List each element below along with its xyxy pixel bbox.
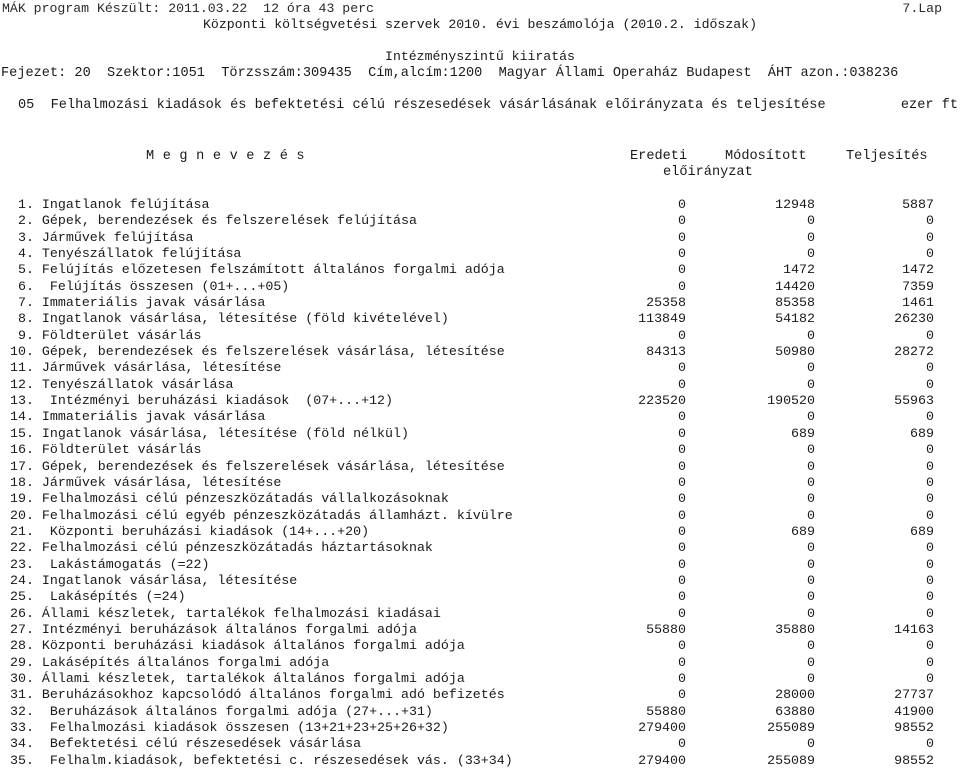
row-actual: 0: [926, 246, 934, 262]
row-actual: 0: [926, 229, 934, 245]
row-actual: 0: [926, 442, 934, 458]
row-original: 279400: [638, 720, 686, 735]
row-actual: 689: [910, 425, 934, 441]
row-actual: 0: [926, 507, 934, 523]
row-modified: 28000: [775, 687, 815, 703]
row-original: 0: [678, 197, 686, 212]
row-modified: 689: [791, 523, 815, 539]
row-actual: 0: [926, 638, 934, 654]
table-row: [0, 606, 960, 622]
row-original: 0: [678, 442, 686, 458]
row-original: 0: [678, 327, 686, 343]
row-actual: 0: [926, 360, 934, 376]
table-row: [0, 622, 960, 638]
row-original: 0: [678, 589, 686, 605]
row-actual: 26230: [894, 311, 934, 327]
table-row: [0, 459, 960, 475]
row-name: 35. Felhalm.kiadások, befektetési c. részesedések vás. (33+34): [10, 752, 513, 768]
row-original: 113849: [638, 311, 686, 327]
row-original: 0: [678, 376, 686, 392]
row-name: 8. Ingatlanok vásárlása, létesítése (föld kivételével): [10, 311, 449, 327]
table-row: [0, 475, 960, 491]
row-modified: 0: [807, 556, 815, 572]
row-name: 34. Befektetési célú részesedések vásárlása: [10, 736, 362, 752]
row-modified: 0: [807, 507, 815, 523]
table-row: [0, 360, 960, 376]
table-row: [0, 720, 960, 736]
row-modified: 689: [791, 425, 815, 441]
row-actual: 0: [926, 589, 934, 605]
row-name: 20. Felhalmozási célú egyéb pénzeszközátadás államházt. kívülre: [10, 507, 513, 523]
row-modified: 50980: [775, 344, 815, 360]
row-modified: 0: [807, 229, 815, 245]
table-row: [0, 213, 960, 229]
row-name: 17. Gépek, berendezések és felszerelések vásárlása, létesítése: [10, 458, 505, 474]
row-name: 3. Járművek felújítása: [10, 229, 194, 245]
section-title: 05 Felhalmozási kiadások és befektetési célú részesedések vásárlásának előirányzata és teljesítése: [18, 98, 826, 113]
row-actual: 1472: [902, 262, 934, 278]
row-name: 33. Felhalmozási kiadások összesen (13+21+23+25+26+32): [10, 720, 449, 735]
table-row: [0, 671, 960, 687]
row-actual: 0: [926, 213, 934, 229]
row-modified: 12948: [775, 197, 815, 212]
table-row: [0, 736, 960, 752]
row-original: 25358: [646, 295, 686, 311]
row-name: 4. Tenyészállatok felújítása: [10, 246, 242, 262]
row-name: 2. Gépek, berendezések és felszerelések felújítása: [10, 213, 417, 229]
report-kind: Intézményszintű kiiratás: [385, 49, 575, 64]
row-actual: 0: [926, 605, 934, 621]
row-original: 0: [678, 458, 686, 474]
row-modified: 85358: [775, 295, 815, 311]
row-actual: 0: [926, 491, 934, 507]
row-name: 27. Intézményi beruházások általános forgalmi adója: [10, 621, 417, 637]
table-row: [0, 704, 960, 720]
row-actual: 5887: [902, 197, 934, 212]
row-original: 0: [678, 540, 686, 556]
row-modified: 0: [807, 458, 815, 474]
row-modified: 255089: [767, 752, 815, 768]
row-name: 6. Felújítás összesen (01+...+05): [10, 278, 290, 294]
row-actual: 98552: [894, 752, 934, 768]
row-name: 15. Ingatlanok vásárlása, létesítése (föld nélkül): [10, 425, 409, 441]
institution-line: Fejezet: 20 Szektor:1051 Törzsszám:309435 Cím,alcím:1200 Magyar Állami Operaház Budapest ÁHT azon.:038236: [1, 66, 899, 81]
row-original: 0: [678, 638, 686, 654]
row-original: 0: [678, 360, 686, 376]
row-actual: 0: [926, 670, 934, 686]
row-actual: 41900: [894, 703, 934, 719]
row-modified: 0: [807, 654, 815, 670]
row-original: 0: [678, 654, 686, 670]
table-row: [0, 377, 960, 393]
data-table: [0, 197, 960, 769]
row-original: 0: [678, 474, 686, 490]
table-row: [0, 197, 960, 213]
row-original: 279400: [638, 752, 686, 768]
table-row: [0, 687, 960, 703]
row-name: 9. Földterület vásárlás: [10, 327, 202, 343]
row-modified: 1472: [783, 262, 815, 278]
row-actual: 0: [926, 409, 934, 425]
page-number: 7.Lap: [902, 1, 942, 16]
table-row: [0, 409, 960, 425]
row-name: 25. Lakásépítés (=24): [10, 589, 186, 605]
row-modified: 190520: [767, 393, 815, 409]
row-modified: 0: [807, 540, 815, 556]
row-name: 19. Felhalmozási célú pénzeszközátadás vállalkozásoknak: [10, 491, 449, 507]
row-actual: 28272: [894, 344, 934, 360]
row-actual: 27737: [894, 687, 934, 703]
table-row: [0, 540, 960, 556]
row-modified: 0: [807, 246, 815, 262]
table-row: [0, 655, 960, 671]
row-name: 11. Járművek vásárlása, létesítése: [10, 360, 282, 376]
row-original: 0: [678, 425, 686, 441]
table-row: [0, 262, 960, 278]
row-name: 21. Központi beruházási kiadások (14+...+20): [10, 523, 370, 539]
row-name: 10. Gépek, berendezések és felszerelések vásárlása, létesítése: [10, 344, 505, 360]
column-header-name: M e g n e v e z é s: [146, 149, 305, 164]
row-name: 22. Felhalmozási célú pénzeszközátadás háztartásoknak: [10, 540, 433, 556]
row-modified: 0: [807, 442, 815, 458]
column-header-actual: Teljesítés: [846, 149, 928, 164]
row-actual: 0: [926, 556, 934, 572]
row-name: 30. Állami készletek, tartalékok általános forgalmi adója: [10, 670, 465, 686]
row-name: 23. Lakástámogatás (=22): [10, 556, 210, 572]
row-actual: 0: [926, 540, 934, 556]
row-name: 18. Járművek vásárlása, létesítése: [10, 474, 282, 490]
table-row: [0, 524, 960, 540]
row-actual: 1461: [902, 295, 934, 311]
row-modified: 0: [807, 638, 815, 654]
row-name: 7. Immateriális javak vásárlása: [10, 295, 266, 311]
row-original: 223520: [638, 393, 686, 409]
row-modified: 0: [807, 670, 815, 686]
unit-label: ezer ft: [900, 98, 958, 113]
column-header-modified-sub: előirányzat: [663, 165, 753, 180]
row-original: 0: [678, 736, 686, 752]
table-row: [0, 230, 960, 246]
row-name: 28. Központi beruházási kiadások általános forgalmi adója: [10, 638, 465, 654]
row-actual: 55963: [894, 393, 934, 409]
row-actual: 0: [926, 474, 934, 490]
table-row: [0, 344, 960, 360]
table-row: [0, 638, 960, 654]
row-actual: 7359: [902, 278, 934, 294]
row-modified: 63880: [775, 703, 815, 719]
row-original: 84313: [646, 344, 686, 360]
row-original: 0: [678, 572, 686, 588]
row-modified: 54182: [775, 311, 815, 327]
table-row: [0, 508, 960, 524]
row-original: 55880: [646, 621, 686, 637]
row-actual: 0: [926, 736, 934, 752]
row-actual: 0: [926, 572, 934, 588]
table-row: [0, 557, 960, 573]
row-original: 55880: [646, 703, 686, 719]
table-row: [0, 573, 960, 589]
row-modified: 0: [807, 376, 815, 392]
program-info: MÁK program Készült: 2011.03.22 12 óra 43 perc: [2, 1, 374, 16]
row-actual: 0: [926, 327, 934, 343]
table-row: [0, 393, 960, 409]
row-original: 0: [678, 670, 686, 686]
table-row: [0, 426, 960, 442]
table-row: [0, 589, 960, 605]
report-title: Központi költségvetési szervek 2010. évi beszámolója (2010.2. időszak): [203, 17, 757, 32]
row-original: 0: [678, 246, 686, 262]
row-name: 26. Állami készletek, tartalékok felhalmozási kiadásai: [10, 605, 441, 621]
row-modified: 0: [807, 605, 815, 621]
table-row: [0, 491, 960, 507]
row-modified: 0: [807, 491, 815, 507]
row-name: 13. Intézményi beruházási kiadások (07+...+12): [10, 393, 394, 409]
row-original: 0: [678, 556, 686, 572]
row-name: 12. Tenyészállatok vásárlása: [10, 376, 234, 392]
row-original: 0: [678, 523, 686, 539]
row-original: 0: [678, 507, 686, 523]
row-original: 0: [678, 409, 686, 425]
row-name: 24. Ingatlanok vásárlása, létesítése: [10, 572, 298, 588]
row-modified: 0: [807, 572, 815, 588]
row-actual: 98552: [894, 720, 934, 735]
table-row: [0, 279, 960, 295]
column-header-modified: Módosított: [725, 149, 807, 164]
row-original: 0: [678, 687, 686, 703]
row-name: 16. Földterület vásárlás: [10, 442, 202, 458]
row-original: 0: [678, 262, 686, 278]
row-original: 0: [678, 491, 686, 507]
row-modified: 0: [807, 360, 815, 376]
row-original: 0: [678, 605, 686, 621]
row-name: 32. Beruházások általános forgalmi adója (27+...+31): [10, 703, 433, 719]
column-header-original: Eredeti: [630, 149, 688, 164]
table-row: [0, 328, 960, 344]
row-original: 0: [678, 278, 686, 294]
row-modified: 0: [807, 327, 815, 343]
row-modified: 0: [807, 589, 815, 605]
row-actual: 0: [926, 458, 934, 474]
row-name: 29. Lakásépítés általános forgalmi adója: [10, 654, 330, 670]
row-name: 14. Immateriális javak vásárlása: [10, 409, 266, 425]
row-original: 0: [678, 213, 686, 229]
row-actual: 689: [910, 523, 934, 539]
row-actual: 0: [926, 376, 934, 392]
row-modified: 35880: [775, 621, 815, 637]
row-modified: 0: [807, 409, 815, 425]
row-name: 5. Felújítás előzetesen felszámított általános forgalmi adója: [10, 262, 505, 278]
row-modified: 14420: [775, 278, 815, 294]
row-name: 1. Ingatlanok felújítása: [10, 197, 210, 212]
row-actual: 14163: [894, 621, 934, 637]
table-row: [0, 246, 960, 262]
row-actual: 0: [926, 654, 934, 670]
row-modified: 255089: [767, 720, 815, 735]
table-row: [0, 295, 960, 311]
table-row: [0, 311, 960, 327]
row-modified: 0: [807, 474, 815, 490]
row-name: 31. Beruházásokhoz kapcsolódó általános forgalmi adó befizetés: [10, 687, 505, 703]
row-original: 0: [678, 229, 686, 245]
row-modified: 0: [807, 213, 815, 229]
row-modified: 0: [807, 736, 815, 752]
table-row: [0, 442, 960, 458]
